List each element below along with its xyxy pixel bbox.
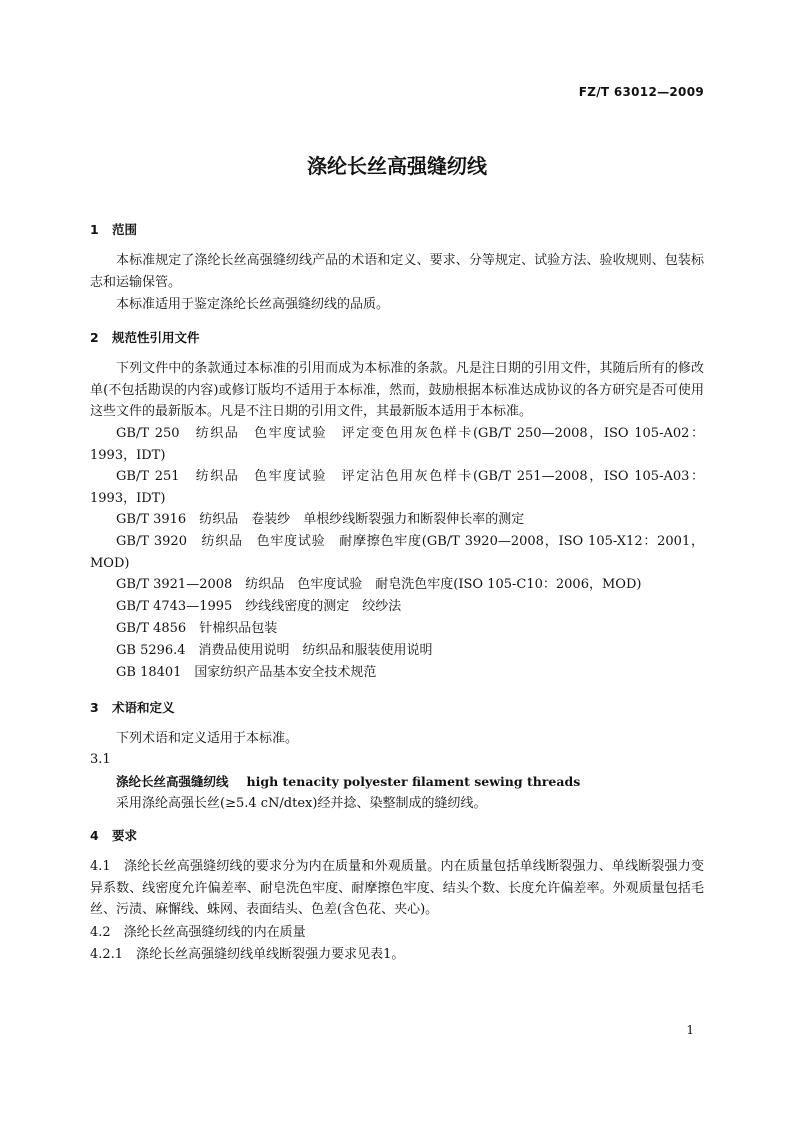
section-3-title: 术语和定义 — [112, 700, 175, 715]
section-4-number: 4 — [90, 828, 99, 843]
page-number: 1 — [686, 1023, 694, 1037]
section-1-number: 1 — [90, 222, 99, 237]
subsection-3-1-number: 3.1 — [90, 752, 111, 767]
term-chinese: 涤纶长丝高强缝纫线 — [116, 774, 229, 789]
reference-item: GB 18401 国家纺织产品基本安全技术规范 — [116, 665, 377, 680]
reference-item: GB/T 4743—1995 纱线线密度的测定 绞纱法 — [116, 599, 402, 614]
section-3-number: 3 — [90, 700, 99, 715]
section-2-heading — [90, 328, 200, 346]
section-4-title: 要求 — [112, 828, 138, 843]
section-1-heading — [90, 220, 137, 238]
section-3-heading — [90, 698, 175, 716]
clause-4-2-1: 4.2.1 涤纶长丝高强缝纫线单线断裂强力要求见表1。 — [90, 947, 405, 962]
section-2-paragraph-1: 下列文件中的条款通过本标准的引用而成为本标准的条款。凡是注日期的引用文件，其随后所有的修改单(不包括勘误的内容)或修订版均不适用于本标准，然而，鼓励根据本标准达成协议的各方研究是否可使用这些文件的最新版本。凡是不注日期的引用文件，其最新版本适用于本标准。 — [90, 361, 704, 419]
term-english: high tenacity polyester filament sewing threads — [246, 774, 581, 789]
reference-item: GB/T 3920 纺织品 色牢度试验 耐摩擦色牢度(GB/T 3920—2008，ISO 105-X12：2001，MOD) — [90, 534, 704, 571]
reference-item: GB 5296.4 消费品使用说明 纺织品和服装使用说明 — [116, 643, 433, 658]
term-definition: 采用涤纶高强长丝(≥5.4 cN/dtex)经并捻、染整制成的缝纫线。 — [116, 796, 487, 811]
reference-item: GB/T 250 纺织品 色牢度试验 评定变色用灰色样卡(GB/T 250—2008，ISO 105-A02：1993，IDT) — [90, 426, 704, 463]
section-1-title: 范围 — [112, 222, 138, 237]
clause-4-2: 4.2 涤纶长丝高强缝纫线的内在质量 — [90, 925, 306, 940]
reference-item: GB/T 3921—2008 纺织品 色牢度试验 耐皂洗色牢度(ISO 105-C10：2006，MOD) — [116, 577, 642, 592]
document-title: 涤纶长丝高强缝纫线 — [307, 154, 487, 178]
section-1-paragraph-1: 本标准规定了涤纶长丝高强缝纫线产品的术语和定义、要求、分等规定、试验方法、验收规则、包装标志和运输保管。 — [90, 253, 704, 290]
reference-item: GB/T 4856 针棉织品包装 — [116, 621, 278, 636]
standard-code: FZ/T 63012—2009 — [578, 85, 704, 99]
section-1-paragraph-2: 本标准适用于鉴定涤纶长丝高强缝纫线的品质。 — [116, 297, 390, 312]
reference-item: GB/T 251 纺织品 色牢度试验 评定沾色用灰色样卡(GB/T 251—2008，ISO 105-A03：1993，IDT) — [90, 469, 704, 506]
section-4-heading — [90, 826, 137, 844]
reference-item: GB/T 3916 纺织品 卷装纱 单根纱线断裂强力和断裂伸长率的测定 — [116, 512, 525, 527]
term-entry — [90, 771, 730, 794]
clause-4-1: 4.1 涤纶长丝高强缝纫线的要求分为内在质量和外观质量。内在质量包括单线断裂强力、单线断裂强力变异系数、线密度允许偏差率、耐皂洗色牢度、耐摩擦色牢度、结头个数、长度允许偏差率。外观质量包括毛丝、污渍、麻懈线、蛛网、表面结头、色差(含色花、夹心)。 — [90, 859, 704, 917]
section-2-number: 2 — [90, 330, 99, 345]
section-3-paragraph-1: 下列术语和定义适用于本标准。 — [116, 731, 299, 746]
section-2-title: 规范性引用文件 — [112, 330, 200, 345]
